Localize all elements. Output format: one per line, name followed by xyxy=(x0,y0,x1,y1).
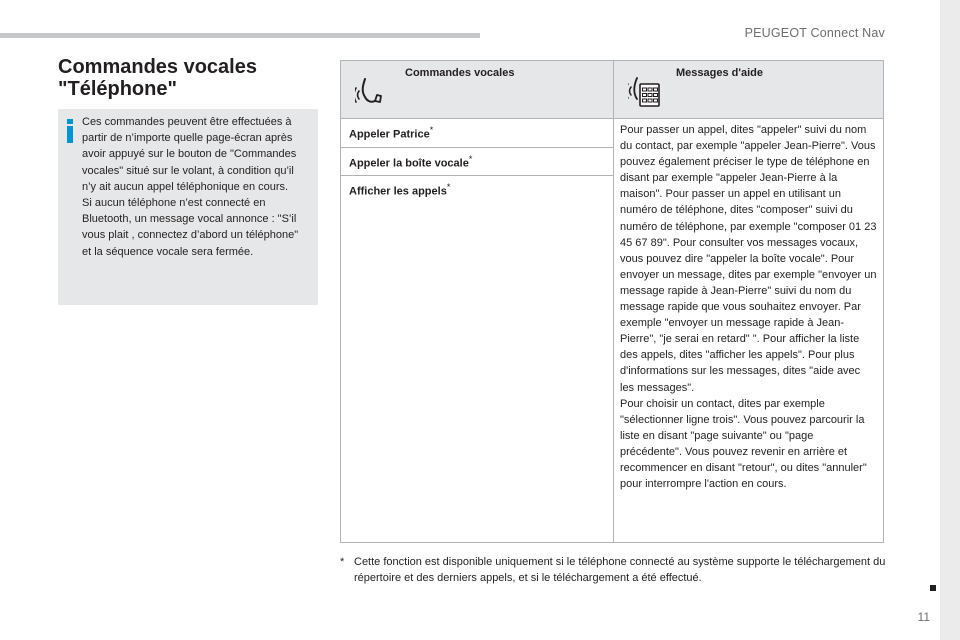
command-cell xyxy=(341,119,614,148)
header-rule xyxy=(0,33,480,38)
command-cell xyxy=(341,176,614,543)
page-marker xyxy=(930,585,936,591)
header-title: PEUGEOT Connect Nav xyxy=(744,26,885,40)
header-label-help: Messages d'aide xyxy=(676,67,763,79)
footnote xyxy=(340,554,890,586)
page-number: 11 xyxy=(917,610,930,624)
info-text-body: Ces commandes peuvent être effectuées à partir de n’importe quelle page-écran après avoir appuyé sur le bouton de "Commandes vocales" situé sur le volant, à condition qu’il n’y ait aucun appel téléphonique en cours. Si aucun téléphone n’est connecté en Bluetooth, un message vocal annonce : "S’il vous plait , connectez d’abord un téléphone" et la séquence vocale sera fermée. xyxy=(82,116,299,258)
footnote-star: * xyxy=(340,556,345,568)
command-label: Appeler la boîte vocale xyxy=(349,157,469,170)
page-edge-strip xyxy=(940,0,960,640)
footnote-text: Cette fonction est disponible uniquement si le téléphone connecté au système supporte le téléchargement du répertoire et des derniers appels, et si le téléchargement a été effectué. xyxy=(354,556,886,584)
voice-command-icon xyxy=(355,75,387,109)
table-row xyxy=(341,119,884,148)
footnote-mark: * xyxy=(446,182,451,193)
help-text: Pour passer un appel, dites "appeler" suivi du nom du contact, par exemple "appeler Jean-Pierre". Vous pouvez également préciser le type de téléphone en disant par exemple "appeler Jean-Pierre à la maison". Pour passer un appel en utilisant un numéro de téléphone, dites "composer" suivi du numéro de téléphone, par exemple "composer 01 23 45 67 89". Pour consulter vos messages vocaux, vous pouvez dire "appeler la boîte vocale". Pour envoyer un message, dites par exemple "envoyer un message rapide à Jean-Pierre" suivi du nom du message rapide que vous souhaitez envoyer. Par exemple "envoyer un message rapide à Jean-Pierre", "je serai en retard" ". Pour afficher la liste des appels, dites "afficher les appels". Pour plus d'informations sur les messages, dites "aide avec les messages". Pour choisir un contact, dites par exemple "sélectionner ligne trois". Vous pouvez parcourir la liste en disant "page suivante" ou "page précédente". Vous pouvez revenir en arrière et recommencer en disant "retour", ou dites "annuler" pour interrompre l'action en cours. xyxy=(620,124,877,491)
info-icon xyxy=(62,119,78,143)
info-box xyxy=(58,109,318,305)
help-message-icon xyxy=(628,75,660,109)
table-header-row xyxy=(341,61,884,119)
header-cell-help xyxy=(614,61,884,119)
section-title: Commandes vocales "Téléphone" xyxy=(58,56,257,100)
info-text xyxy=(82,114,310,260)
footnote-mark: * xyxy=(429,125,434,135)
header-cell-commands xyxy=(341,61,614,119)
voice-commands-table xyxy=(340,60,884,543)
help-text-cell xyxy=(614,119,884,543)
footnote-mark: * xyxy=(468,153,473,164)
command-cell xyxy=(341,147,614,176)
header-label-commands: Commandes vocales xyxy=(405,67,515,79)
command-label: Appeler Patrice xyxy=(349,128,430,141)
command-label: Afficher les appels xyxy=(349,185,447,198)
